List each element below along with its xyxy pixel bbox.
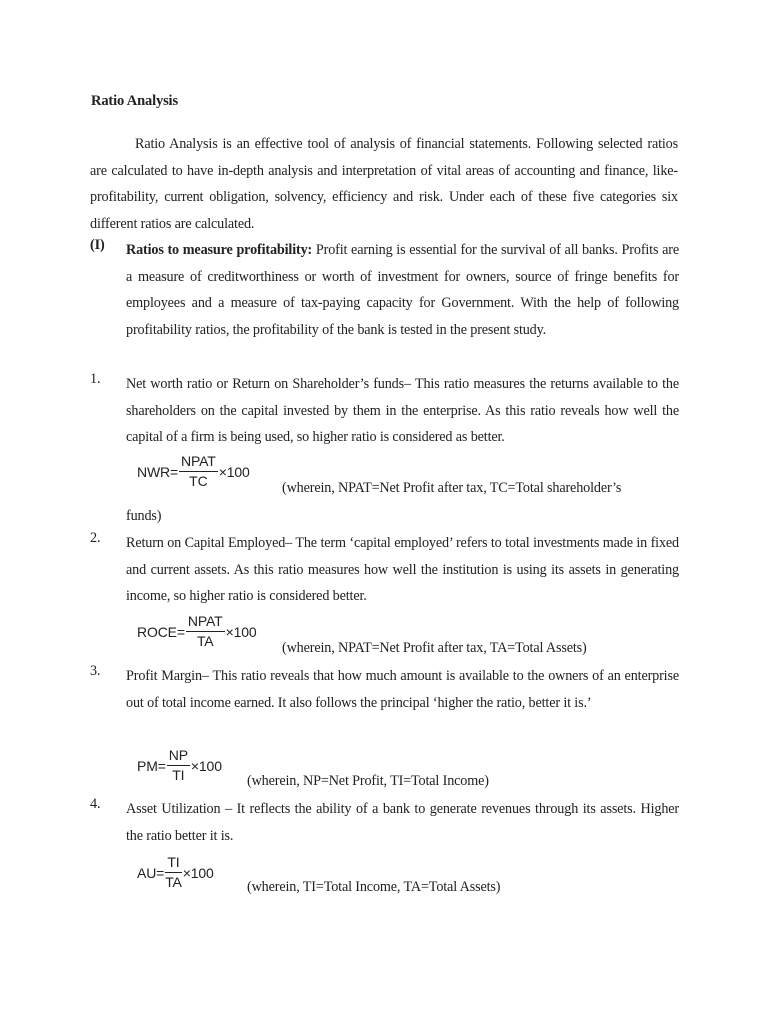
section-body [126,237,679,344]
item-number: 1. [90,371,101,387]
formula-multiplier: ×100 [182,864,214,881]
formula-fraction [165,854,182,891]
formula-fraction [186,613,225,650]
item-text: Return on Capital Employed– The term ‘capital employed’ refers to total investments made in fixed and current assets. As this ratio measures how well the institution is using its assets in generating income, so higher ratio is considered better. [126,535,679,605]
formula-definition: (wherein, NPAT=Net Profit after tax, TC=Total shareholder’s [282,480,622,496]
formula-fraction [167,747,190,784]
section-text: Profit earning is essential for the survival of all banks. Profits are a measure of creditworthiness or worth of investment for owners, source of fringe benefits for employees and a measure of tax-paying capacity for Government. With the help of following profitability ratios, the profitability of the bank is tested in the present study. [126,242,679,339]
formula-definition: (wherein, NP=Net Profit, TI=Total Income) [247,773,489,789]
formula-equals: = [156,864,165,881]
formula-denominator: TA [196,633,214,649]
formula-fraction [179,453,218,490]
formula-equals: = [157,757,166,774]
formula-numerator: NP [167,747,190,766]
intro-text: Ratio Analysis is an effective tool of analysis of financial statements. Following selected ratios are calculated to have in-depth analysis and interpretation of vital areas of accounting and finance, like- profitability, current obligation, solvency, efficiency and risk. Under each of these five categories six different ratios are calculated. [90,136,678,233]
formula-numerator: NPAT [186,613,225,632]
formula-nwr [137,453,250,490]
formula-lhs: NWR [137,463,170,480]
formula-equals: = [176,623,185,640]
item-text: Asset Utilization – It reflects the ability of a bank to generate revenues through its assets. Higher the ratio better it is. [126,801,679,844]
section-heading: Ratios to measure profitability: [126,242,313,258]
formula-multiplier: ×100 [218,463,250,480]
formula-pm [137,747,222,784]
formula-lhs: AU [137,864,157,881]
item-text: Net worth ratio or Return on Shareholder’s funds– This ratio measures the returns available to the shareholders on the capital invested by them in the enterprise. As this ratio reveals how well the capital of a firm is being used, so higher ratio is considered as better. [126,376,679,446]
formula-definition-tail: funds) [126,508,162,524]
formula-lhs: PM [137,757,158,774]
formula-au [137,854,214,891]
formula-multiplier: ×100 [190,757,222,774]
formula-lhs: ROCE [137,623,177,640]
formula-definition: (wherein, NPAT=Net Profit after tax, TA=Total Assets) [282,640,587,656]
formula-denominator: TI [172,767,185,783]
item-number: 2. [90,530,101,546]
page-title: Ratio Analysis [91,93,178,109]
formula-denominator: TC [189,473,208,489]
formula-numerator: TI [165,854,181,873]
formula-definition: (wherein, TI=Total Income, TA=Total Assets) [247,879,501,895]
item-text: Profit Margin– This ratio reveals that how much amount is available to the owners of an enterprise out of total income earned. It also follows the principal ‘higher the ratio, better it is.’ [126,668,679,711]
intro-paragraph [90,131,678,238]
item-number: 3. [90,663,101,679]
item-number: 4. [90,796,101,812]
formula-denominator: TA [165,874,182,890]
formula-numerator: NPAT [179,453,218,472]
formula-equals: = [170,463,179,480]
section-number: (I) [90,237,105,253]
formula-roce [137,613,257,650]
formula-multiplier: ×100 [225,623,257,640]
